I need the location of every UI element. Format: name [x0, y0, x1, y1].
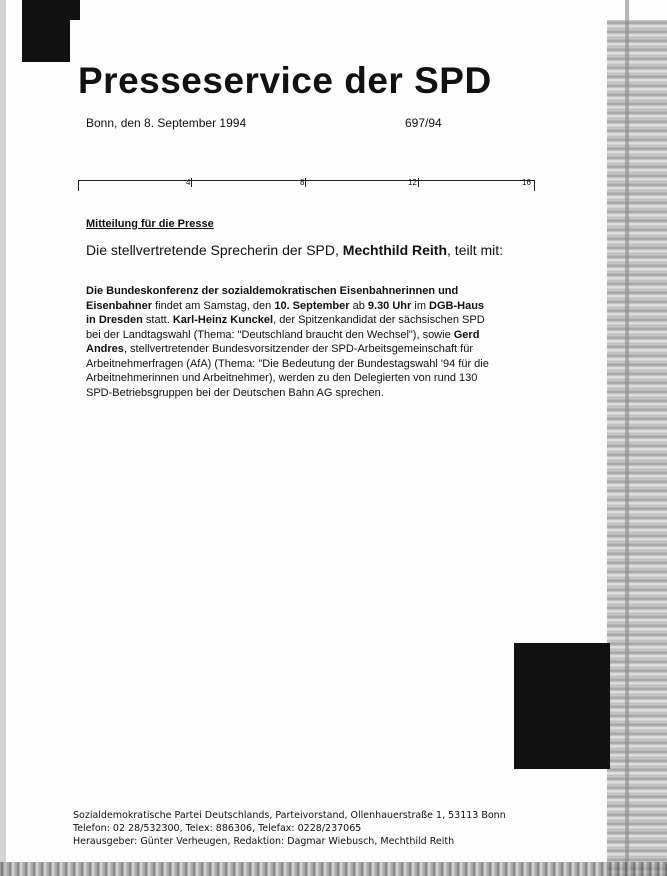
footer	[73, 809, 506, 848]
scan-corner-mark	[22, 0, 70, 62]
footer-address: Sozialdemokratische Partei Deutschlands, Parteivorstand, Ollenhauerstraße 1, 53113 Bonn	[73, 810, 506, 821]
scan-black-block	[514, 643, 610, 769]
ruler-left-edge	[78, 181, 79, 191]
press-release-body: Die Bundeskonferenz der sozialdemokratischen Eisenbahnerinnen und Eisenbahner findet am Samstag, den 10. September ab 9.30 Uhr im DGB-Haus in Dresden statt. Karl-Heinz Kunckel, der Spitzenkandidat der sächsischen SPD bei der Landtagswahl (Thema: "Deutschland braucht den Wechsel"), sowie Gerd Andres, stellvertretender Bundesvorsitzender der SPD-Arbeitsgemeinschaft für Arbeitnehmerfragen (AfA) (Thema: "Die Bedeutung der Bundestagswahl '94 für die Arbeitnehmerinnen und Arbeitnehmer), werden zu den Delegierten von rund 130 SPD-Betriebsgruppen bei der Deutschen Bahn AG sprechen.	[86, 285, 489, 399]
dateline: Bonn, den 8. September 1994	[86, 116, 247, 130]
scan-right-edge	[607, 20, 667, 876]
scan-right-line	[625, 0, 629, 876]
ruler-tick: 16	[522, 178, 531, 187]
ruler-tick: 4	[186, 178, 191, 187]
speaker-name: Mechthild Reith	[342, 242, 448, 258]
ruler-tick: 8	[300, 178, 305, 187]
ruler	[78, 180, 535, 191]
footer-publisher: Herausgeber: Günter Verheugen, Redaktion: Dagmar Wiebusch, Mechthild Reith	[73, 836, 455, 847]
section-label: Mitteilung für die Presse	[86, 218, 214, 230]
masthead-title: Presseservice der SPD	[78, 60, 492, 101]
footer-contact: Telefon: 02 28/532300, Telex: 886306, Telefax: 0228/237065	[73, 823, 362, 834]
lead-sentence: Die stellvertretende Sprecherin der SPD, Mechthild Reith, teilt mit:	[86, 242, 504, 258]
document-number: 697/94	[405, 116, 442, 130]
scan-bottom-edge	[0, 862, 667, 876]
ruler-tick: 12	[408, 178, 417, 187]
scan-left-edge	[0, 0, 6, 876]
ruler-right-edge	[534, 181, 535, 191]
scan-corner-notch	[70, 0, 80, 20]
